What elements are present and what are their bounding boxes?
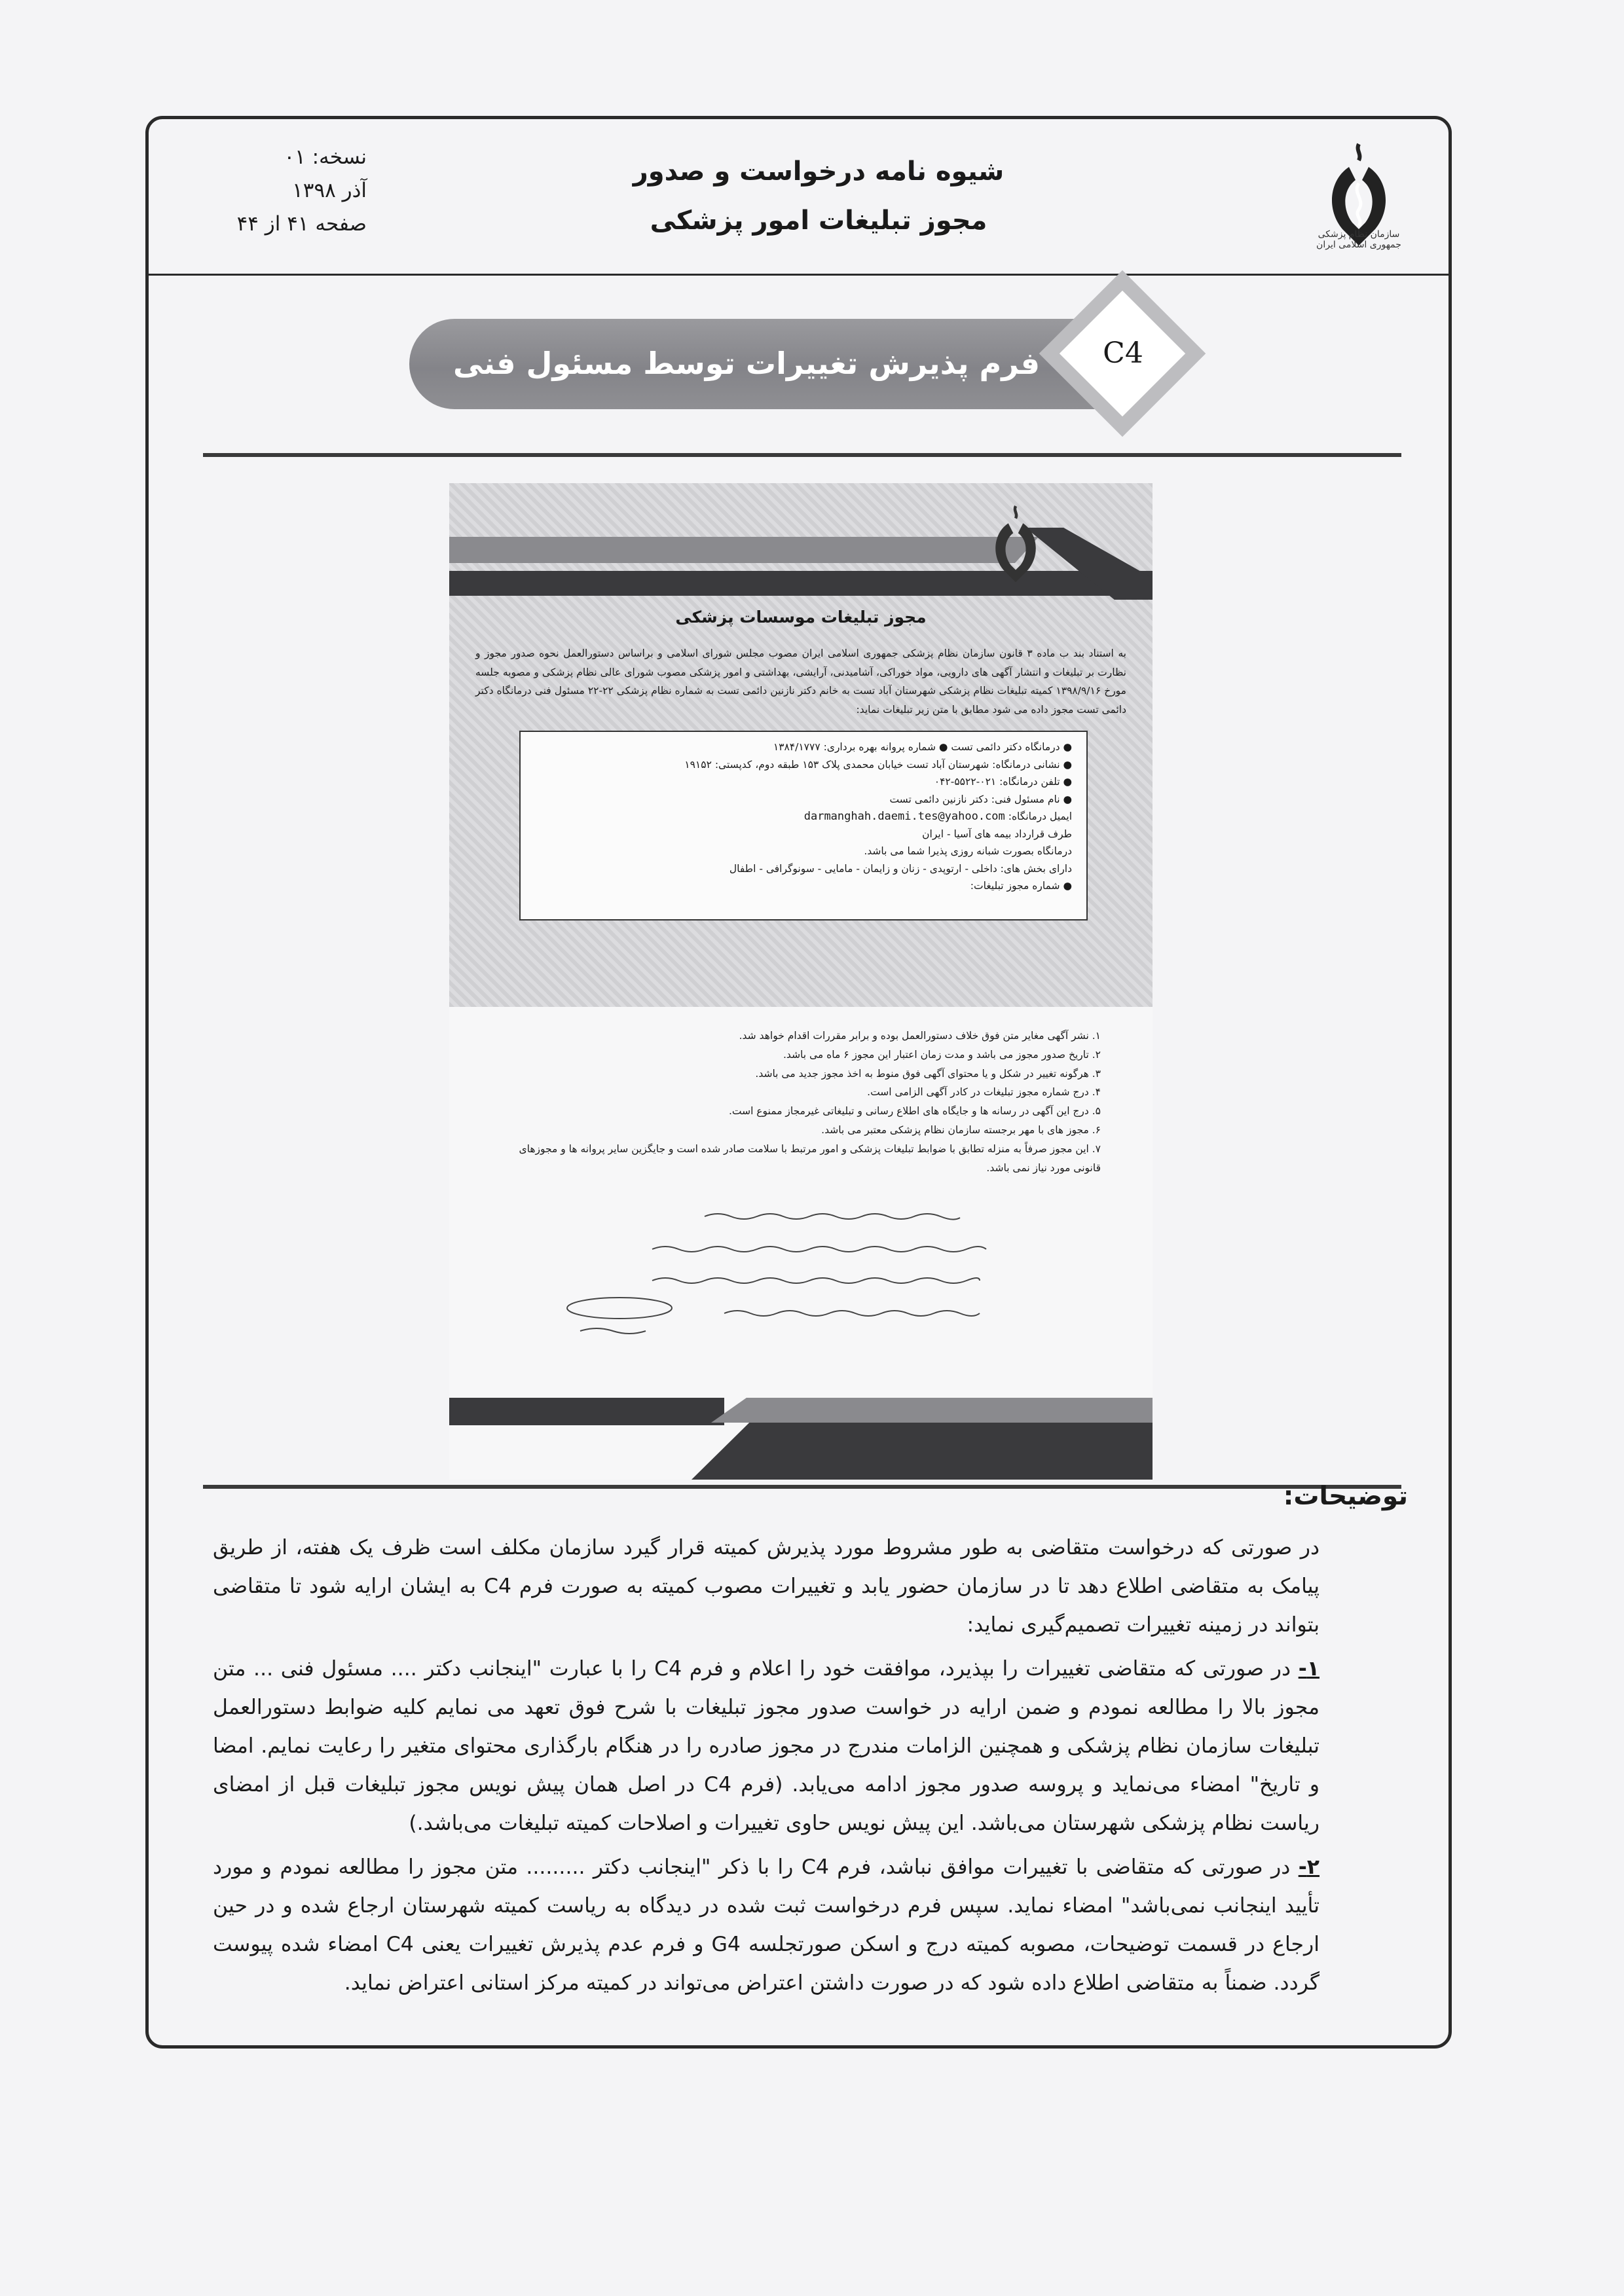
title-line-1: شیوه نامه درخواست و صدور [633,156,1005,187]
license-condition: ۱. نشر آگهی مغایر متن فوق خلاف دستورالعمل بوده و برابر مقررات اقدام خواهد شد. [739,1030,1101,1042]
license-stripe [449,537,1039,563]
title-line-2: مجوز تبلیغات امور پزشکی [650,206,987,236]
license-detail-line: ● درمانگاه دکتر دائمی تست ● شماره پروانه بهره برداری: ۱۳۸۴/۱۷۷۷ [773,741,1072,753]
license-sample [449,483,1153,1480]
notes-paragraph: ۱- در صورتی که متقاضی تغییرات را بپذیرد، موافقت خود را اعلام و فرم C4 را با عبارت "اینجانب دکتر .... مسئول فنی ... متن مجوز بالا را مطالعه نمودم و ضمن ارایه در خواست صدور مجوز تبلیغات با شرح فوق تعهد می نمایم کلیه ضوابط دستورالعمل تبلیغات سازمان نظام پزشکی و همچنین الزامات مندرج در مجوز صادره را در هنگام بارگذاری محتوای متغیر را رعایت نمایم. امضا و تاریخ" امضاء می‌نماید و پروسه صدور مجوز ادامه می‌یابد. (فرم C4 در اصل همان پیش نویس مجوز تبلیغات قبل از امضای ریاست نظام پزشکی شهرستان می‌باشد. این پیش نویس حاوی تغییرات و اصلاحات کمیته تبلیغات می‌باشد.) [213,1657,1320,1835]
page-number: صفحه ۴۱ از ۴۴ [236,212,367,236]
license-condition: ۵. درج این آگهی در رسانه ها و جایگاه های اطلاع رسانی و تبلیغاتی غیرمجاز ممنوع است. [728,1105,1101,1118]
license-condition: ۶. مجوز های با مهر برجسته سازمان نظام پزشکی معتبر می باشد. [821,1123,1101,1136]
section-divider-top [203,453,1401,457]
license-condition: ۴. درج شماره مجوز تبلیغات در کادر آگهی الزامی است. [867,1086,1101,1099]
license-detail-line: درمانگاه بصورت شبانه روزی پذیرا شما می باشد. [864,845,1072,857]
license-conditions [511,1027,1101,1177]
license-email: darmanghah.daemi.tes@yahoo.com [803,810,1005,823]
license-detail-line: ● نام مسئول فنی: دکتر نازنین دائمی تست [889,793,1072,805]
section-divider-bottom [203,1485,1401,1489]
license-logo [973,496,1058,594]
license-detail-line: دارای بخش های: داخلی - ارتوپدی - زنان و زایمان - مامایی - سونوگرافی - اطفال [729,862,1072,875]
license-title: مجوز تبلیغات موسسات پزشکی [675,608,927,627]
license-detail-line: طرف قرارداد بیمه های آسیا - ایران [922,828,1072,840]
license-email-line: ایمیل درمانگاه: darmanghah.daemi.tes@yahoo.com [535,808,1072,826]
license-condition: ۳. هرگونه تغییر در شکل و یا محتوای آگهی فوق منوط به اخذ مجوز جدید می باشد. [755,1067,1101,1080]
license-footer-stripe [449,1398,724,1425]
document-meta [170,141,367,241]
license-condition: ۲. تاریخ صدور مجوز می باشد و مدت زمان اعتبار این مجوز ۶ ماه می باشد. [783,1048,1101,1061]
date-label: آذر ۱۳۹۸ [292,179,367,202]
notes-body [213,1529,1320,2008]
version-label: نسخه: ۰۱ [284,145,367,169]
form-code: C4 [1103,337,1143,370]
document-title [498,147,1139,246]
form-title: فرم پذیرش تغییرات توسط مسئول فنی [453,346,1040,381]
logo-caption: سازمان نظام پزشکی جمهوری اسلامی ایران [1316,229,1401,250]
notes-paragraph: ۲- در صورتی که متقاضی با تغییرات موافق نباشد، فرم C4 را با ذکر "اینجانب دکتر ......... متن مجوز را مطالعه نمودم و مورد تأیید اینجانب نمی‌باشد" امضاء نماید. سپس فرم درخواست ثبت شده در دیدگاه به ریاست کمیته شهرستان ارجاع شده و در حین ارجاع در قسمت توضیحات، مصوبه کمیته درج و اسکن صورتجلسه G4 و فرم عدم پذیرش تغییرات یعنی C4 امضاء شده پیوست گردد. ضمناً به متقاضی اطلاع داده شود که در صورت داشتن اعتراض می‌تواند در کمیته مرکز استانی اعتراض نماید. [213,1855,1320,1995]
notes-paragraph: در صورتی که درخواست متقاضی به طور مشروط مورد پذیرش کمیته قرار گیرد سازمان مکلف است ظرف یک هفته، از طریق پیامک به متقاضی اطلاع دهد تا در سازمان حضور یابد و تغییرات مصوب کمیته به صورت فرم C4 به ایشان ارایه شود تا متقاضی بتواند در زمینه تغییرات تصمیم‌گیری نماید: [213,1536,1320,1637]
license-footer-stripe [711,1398,1153,1423]
item-number: ۱- [1298,1657,1320,1681]
header-divider [145,274,1452,276]
license-intro: به استناد بند ب ماده ۳ قانون سازمان نظام پزشکی جمهوری اسلامی ایران مصوب مجلس شورای اسلامی و براساس دستورالعمل نحوه صدور مجوز و نظارت بر تبلیغات و انتشار آگهی های دارویی، مواد خوراکی، آشامیدنی، آرایشی، بهداشتی و امور پزشکی مصوب شورای عالی نظام پزشکی و مصوبه جلسه مورخ ۱۳۹۸/۹/۱۶ کمیته تبلیغات نظام پزشکی شهرستان آباد تست به خانم دکتر نازنین دائمی تست به شماره نظام پزشکی ۲۲-۲۲ مسئول فنی درمانگاه دکتر دائمی تست مجوز داده می شود مطابق با متن زیر تبلیغات نماید: [475,647,1126,716]
item-number: ۲- [1298,1855,1320,1879]
license-detail-line: ● تلفن درمانگاه: ۰۲۱-۵۵۲۲-۰۴۲ [934,776,1072,788]
license-details-box [519,731,1088,920]
license-detail-line: ● نشانی درمانگاه: شهرستان آباد تست خیابان محمدی پلاک ۱۵۳ طبقه دوم، کدپستی: ۱۹۱۵۲ [684,758,1072,771]
license-condition: ۷. این مجوز صرفاً به منزله تطابق با ضوابط تبلیغات پزشکی و امور مرتبط با سلامت صادر شده است و جایگزین سایر پروانه ها و مجوزهای قانونی مورد نیاز نمی باشد. [519,1142,1101,1174]
handwritten-statement [547,1203,1071,1334]
notes-heading: توضیحات: [1283,1482,1408,1511]
license-detail-line: ● شماره مجوز تبلیغات: [970,880,1072,892]
